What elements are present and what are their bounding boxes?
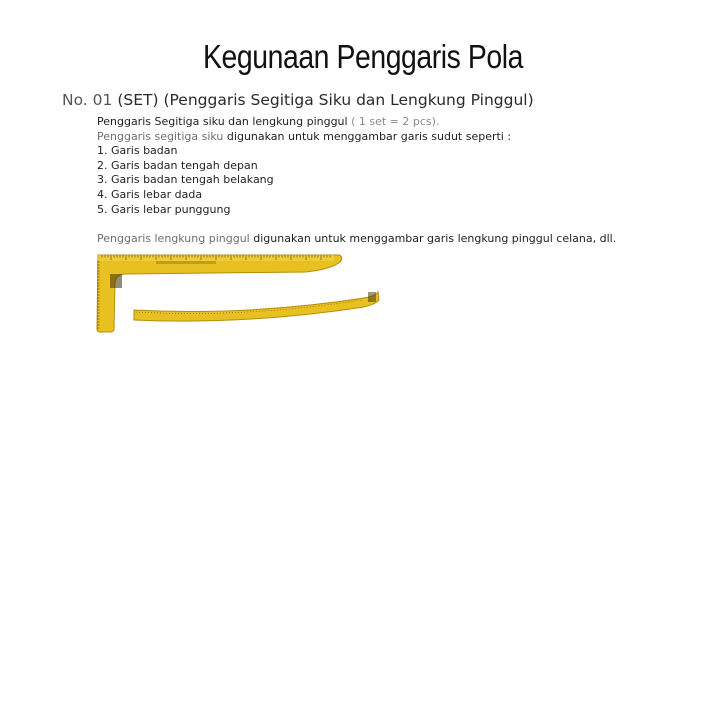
list-item: 3. Garis badan tengah belakang (97, 173, 274, 187)
lengkung-line (97, 232, 616, 247)
siku-term: Penggaris segitiga siku (97, 129, 224, 143)
usage-list (97, 144, 616, 217)
ruler-illustration (96, 252, 386, 334)
page-title: Kegunaan Penggaris Pola (203, 38, 523, 75)
lengkung-text: digunakan untuk menggambar garis lengkung pinggul celana, dll. (253, 232, 617, 246)
item-number: No. 01 (62, 91, 113, 109)
list-item: 5. Garis lebar punggung (97, 202, 231, 216)
siku-text: digunakan untuk menggambar garis sudut seperti : (226, 129, 512, 143)
intro-text: Penggaris Segitiga siku dan lengkung pinggul (97, 115, 348, 128)
description (97, 115, 616, 247)
section-heading (62, 91, 534, 109)
list-item: 4. Garis lebar dada (97, 187, 203, 201)
lengkung-term: Penggaris lengkung pinggul (97, 232, 250, 246)
item-title: (SET) (Penggaris Segitiga Siku dan Lengkung Pinggul) (117, 91, 534, 109)
list-item: 1. Garis badan (97, 144, 178, 158)
intro-line (97, 115, 616, 130)
hip-curve-ruler-image (134, 292, 379, 321)
intro-note: ( 1 set = 2 pcs). (351, 115, 440, 128)
list-item: 2. Garis badan tengah depan (97, 158, 258, 172)
siku-line (97, 130, 616, 145)
